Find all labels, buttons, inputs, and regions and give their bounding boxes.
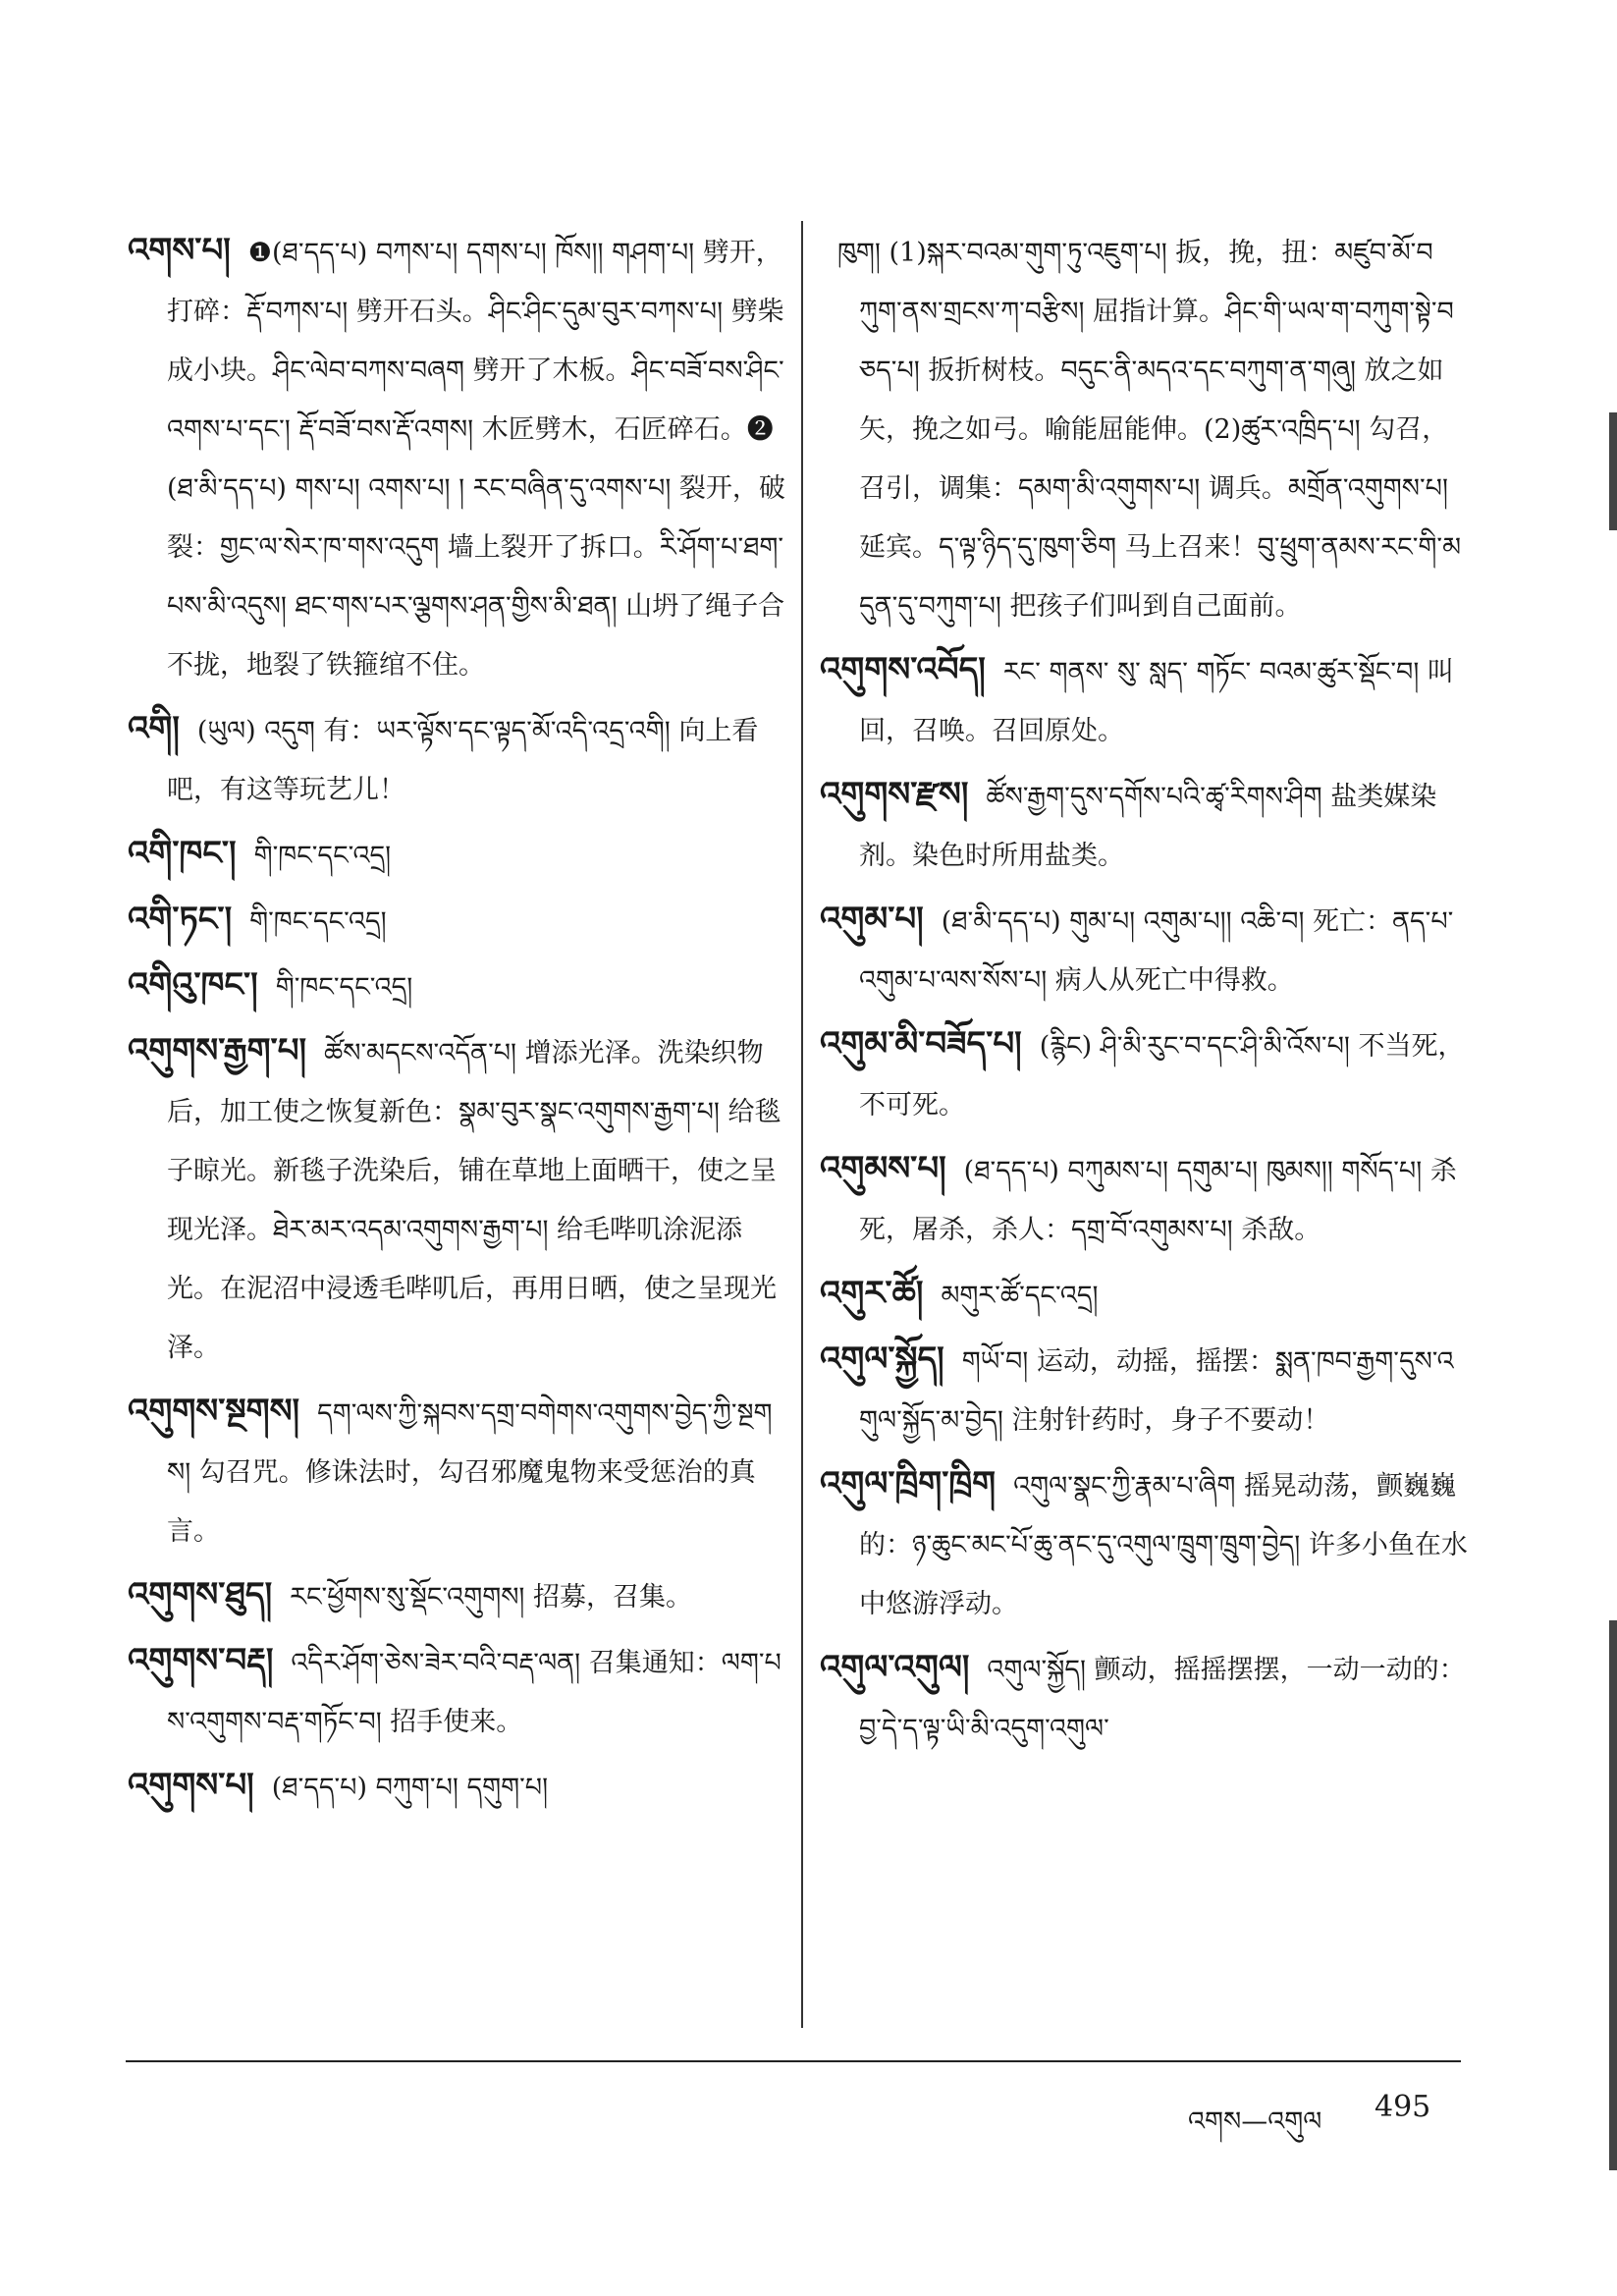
page-number: 495: [1374, 2090, 1431, 2124]
dictionary-entry: [128, 699, 790, 820]
entry-definition: རང་ གནས་ སུ་ སླད་ གཏོང་ བའམ་ཚུར་སྡོང་བ། 叫回，召唤。召回原处。: [859, 657, 1454, 746]
dictionary-entry: [820, 1139, 1468, 1260]
entry-headword: འགུགས་རྫས།: [820, 775, 969, 814]
entry-definition: རང་ཕྱོགས་སུ་སྡོང་འགུགས། 招募，召集。: [290, 1582, 693, 1613]
entry-headword: འགུམ་པ།: [820, 900, 924, 939]
dictionary-entry: [128, 1382, 790, 1561]
dictionary-entry: [820, 890, 1468, 1011]
entry-headword: འགི།: [128, 709, 180, 748]
entry-headword: འགི་ཁང་།: [128, 834, 237, 873]
entry-definition: གི་ཁང་དང་འདྲ།: [253, 841, 392, 871]
guide-words: འགས—འགུལ: [1188, 2106, 1322, 2137]
entry-definition: འགུལ་སྣང་ཀྱི་རྣམ་པ་ཞིག 摇晃动荡，颤巍巍的：ཉ་ཆུང་མང་པོ་ཆུ་ནང་དུ་འགུལ་ཁྲུག་ཁྲུག་བྱེད། 许多小鱼在水中悠游浮动。: [859, 1471, 1468, 1619]
dictionary-entry: [820, 1014, 1468, 1135]
entry-headword: འགུགས་འབོད།: [820, 650, 986, 689]
entry-headword: འགུགས་བརྡ།: [128, 1641, 274, 1680]
entry-definition: གཡོ་བ། 运动，动摇，摇摆：སྨན་ཁབ་རྒྱག་དུས་འགུལ་སྐྱོད་མ་བྱེད། 注射针药时，身子不要动！: [859, 1346, 1454, 1436]
left-column: [128, 221, 790, 2028]
entry-headword: འགིའུ་ཁང་།: [128, 965, 258, 1005]
dictionary-entry: [820, 1638, 1468, 1759]
entry-headword: འགུགས་པ།: [128, 1766, 254, 1805]
entry-definition: (ཐ་དད་པ) བཀུག་པ། དགུག་པ།: [271, 1773, 549, 1803]
entry-definition: གི་ཁང་དང་འདྲ།: [275, 972, 413, 1003]
binding-edge-mark: [1609, 1620, 1617, 2170]
dictionary-entry: [820, 765, 1468, 886]
dictionary-entry: [128, 890, 790, 952]
entry-definition: ཚོས་མདངས་འདོན་པ། 增添光泽。洗染织物后，加工使之恢复新色：སྣམ་བུར་སྣང་འགུགས་རྒྱག་པ། 给毯子晾光。新毯子洗染后，铺在草地上面晒干，使之呈现光泽。ཐེར་མར་འདམ་འགུགས་རྒྱག་པ། 给毛哔叽涂泥添光。在泥沼中浸透毛哔叽后，再用日晒，使之呈现光泽。: [167, 1038, 782, 1363]
entry-headword: འགུམ་མི་བཟོད་པ།: [820, 1024, 1022, 1064]
entry-headword: འགུགས་ཐུད།: [128, 1575, 273, 1614]
column-divider: [801, 221, 803, 2028]
entry-headword: འགུལ་ཁྲིག་ཁྲིག: [820, 1464, 997, 1503]
dictionary-entry: [128, 1021, 790, 1378]
entry-definition: (ཡུལ) འདུག 有：ཡར་ལྟོས་དང་ལྟད་མོ་འདི་འདྲ་འགི། 向上看吧，有这等玩艺儿！: [167, 716, 759, 805]
dictionary-entry: [128, 1565, 790, 1627]
entry-definition: (ཐ་མི་དད་པ) གུམ་པ། འགུམ་པ།། འཆི་བ། 死亡：ནད་པ་འགུམ་པ་ལས་སོས་པ། 病人从死亡中得救。: [859, 906, 1454, 996]
dictionary-entry: [820, 640, 1468, 761]
entry-headword: འགས་པ།: [128, 231, 231, 270]
entry-headword: འགུལ་སྐྱོད།: [820, 1339, 944, 1379]
entry-definition: ཁུག། (1)སྐར་བའམ་གུག་ཏུ་འཇུག་པ། 扳，挽，扭：མཛུབ་མོ་བཀུག་ནས་གྲངས་ཀ་བརྩིས། 屈指计算。ཤིང་གི་ཡལ་ག་བཀུག་སྟེ་བཅད་པ། 扳折树枝。བདུང་ནི་མདའ་དང་བཀུག་ན་གཞུ། 放之如矢，挽之如弓。喻能屈能伸。(2)ཚུར་འཁྲིད་པ། 勾召，召引，调集：དམག་མི་འགུགས་པ། 调兵。མགྲོན་འགུགས་པ། 延宾。ད་ལྟ་ཉིད་དུ་ཁུག་ཅིག 马上召来！བུ་ཕྲུག་ནམས་རང་གི་མདུན་དུ་བཀུག་པ། 把孩子们叫到自己面前。: [837, 238, 1462, 622]
dictionary-entry: [820, 1330, 1468, 1450]
binding-edge-mark: [1609, 412, 1617, 530]
entry-headword: འགུལ་འགུལ།: [820, 1648, 970, 1687]
entry-definition: འདིར་ཤོག་ཅེས་ཟེར་བའི་བརྡ་ལན། 召集通知：ལག་པས་འགུགས་བརྡ་གཏོང་བ། 招手使来。: [167, 1648, 782, 1737]
entry-definition: གི་ཁང་དང་འདྲ།: [249, 906, 387, 937]
dictionary-entry: [820, 221, 1468, 636]
dictionary-entry: [128, 956, 790, 1017]
entry-headword: འགུགས་རྒྱག་པ།: [128, 1031, 307, 1070]
entry-headword: འགུགས་སྔགས།: [128, 1392, 300, 1431]
entry-definition: ❶(ཐ་དད་པ) བཀས་པ། དགས་པ། ཁོས།། གཤག་པ། 劈开，打碎：རྡོ་བཀས་པ། 劈开石头。ཤིང་ཤིང་དུམ་བུར་བཀས་པ། 劈柴成小块。ཤིང་ལེབ་བཀས་བཞག 劈开了木板。ཤིང་བཟོ་བས་ཤིང་འགས་པ་དང་། རྡོ་བཟོ་བས་རྡོ་འགས། 木匠劈木，石匠碎石。❷(ཐ་མི་དད་པ) གས་པ། འགས་པ། ། རང་བཞིན་དུ་འགས་པ། 裂开，破裂：གྱང་ལ་སེར་ཁ་གས་འདུག 墙上裂开了拆口。རི་ཤོག་པ་ཐག་པས་མི་འདུས། ཐང་གས་པར་ལྕགས་ཤན་གྱིས་མི་ཐན། 山坍了绳子合不拢，地裂了铁箍绾不住。: [167, 238, 785, 681]
entry-headword: འགུམས་པ།: [820, 1149, 946, 1188]
entry-definition: (རྙིང) ཤི་མི་རུང་བ་དང་ཤི་མི་འོས་པ། 不当死，不可死。: [859, 1031, 1465, 1121]
right-column: [820, 221, 1468, 2028]
dictionary-entry: [128, 1756, 790, 1818]
dictionary-entry: [128, 221, 790, 695]
entry-definition: (ཐ་དད་པ) བཀུམས་པ། དགུམ་པ། ཁུམས།། གསོད་པ། 杀死，屠杀，杀人：དགྲ་བོ་འགུམས་པ། 杀敌。: [859, 1156, 1457, 1245]
entry-definition: འགུལ་སྐྱོད། 颤动，摇摇摆摆，一动一动的：བྱ་དེ་ད་ལྟ་ཡི་མི་འདུག་འགུལ་: [859, 1655, 1466, 1744]
entry-headword: འགུར་ཚོ།: [820, 1274, 924, 1313]
entry-definition: དག་ལས་ཀྱི་སྐབས་དགྲ་བགེགས་འགུགས་བྱེད་ཀྱི་སྔགས། 勾召咒。修诛法时，勾召邪魔鬼物来受惩治的真言。: [167, 1398, 773, 1547]
entry-headword: འགི་ཏང་།: [128, 900, 233, 939]
entry-definition: ཚོས་རྒྱག་དུས་དགོས་པའི་ཚྭ་རིགས་ཤིག 盐类媒染剂。染色时所用盐类。: [859, 782, 1437, 871]
dictionary-entry: [128, 824, 790, 886]
footer-rule: [126, 2060, 1461, 2062]
dictionary-entry: [128, 1631, 790, 1752]
dictionary-entry: [820, 1454, 1468, 1634]
entry-definition: མགུར་ཚོ་དང་འདྲ།: [941, 1281, 1099, 1311]
dictionary-entry: [820, 1264, 1468, 1326]
